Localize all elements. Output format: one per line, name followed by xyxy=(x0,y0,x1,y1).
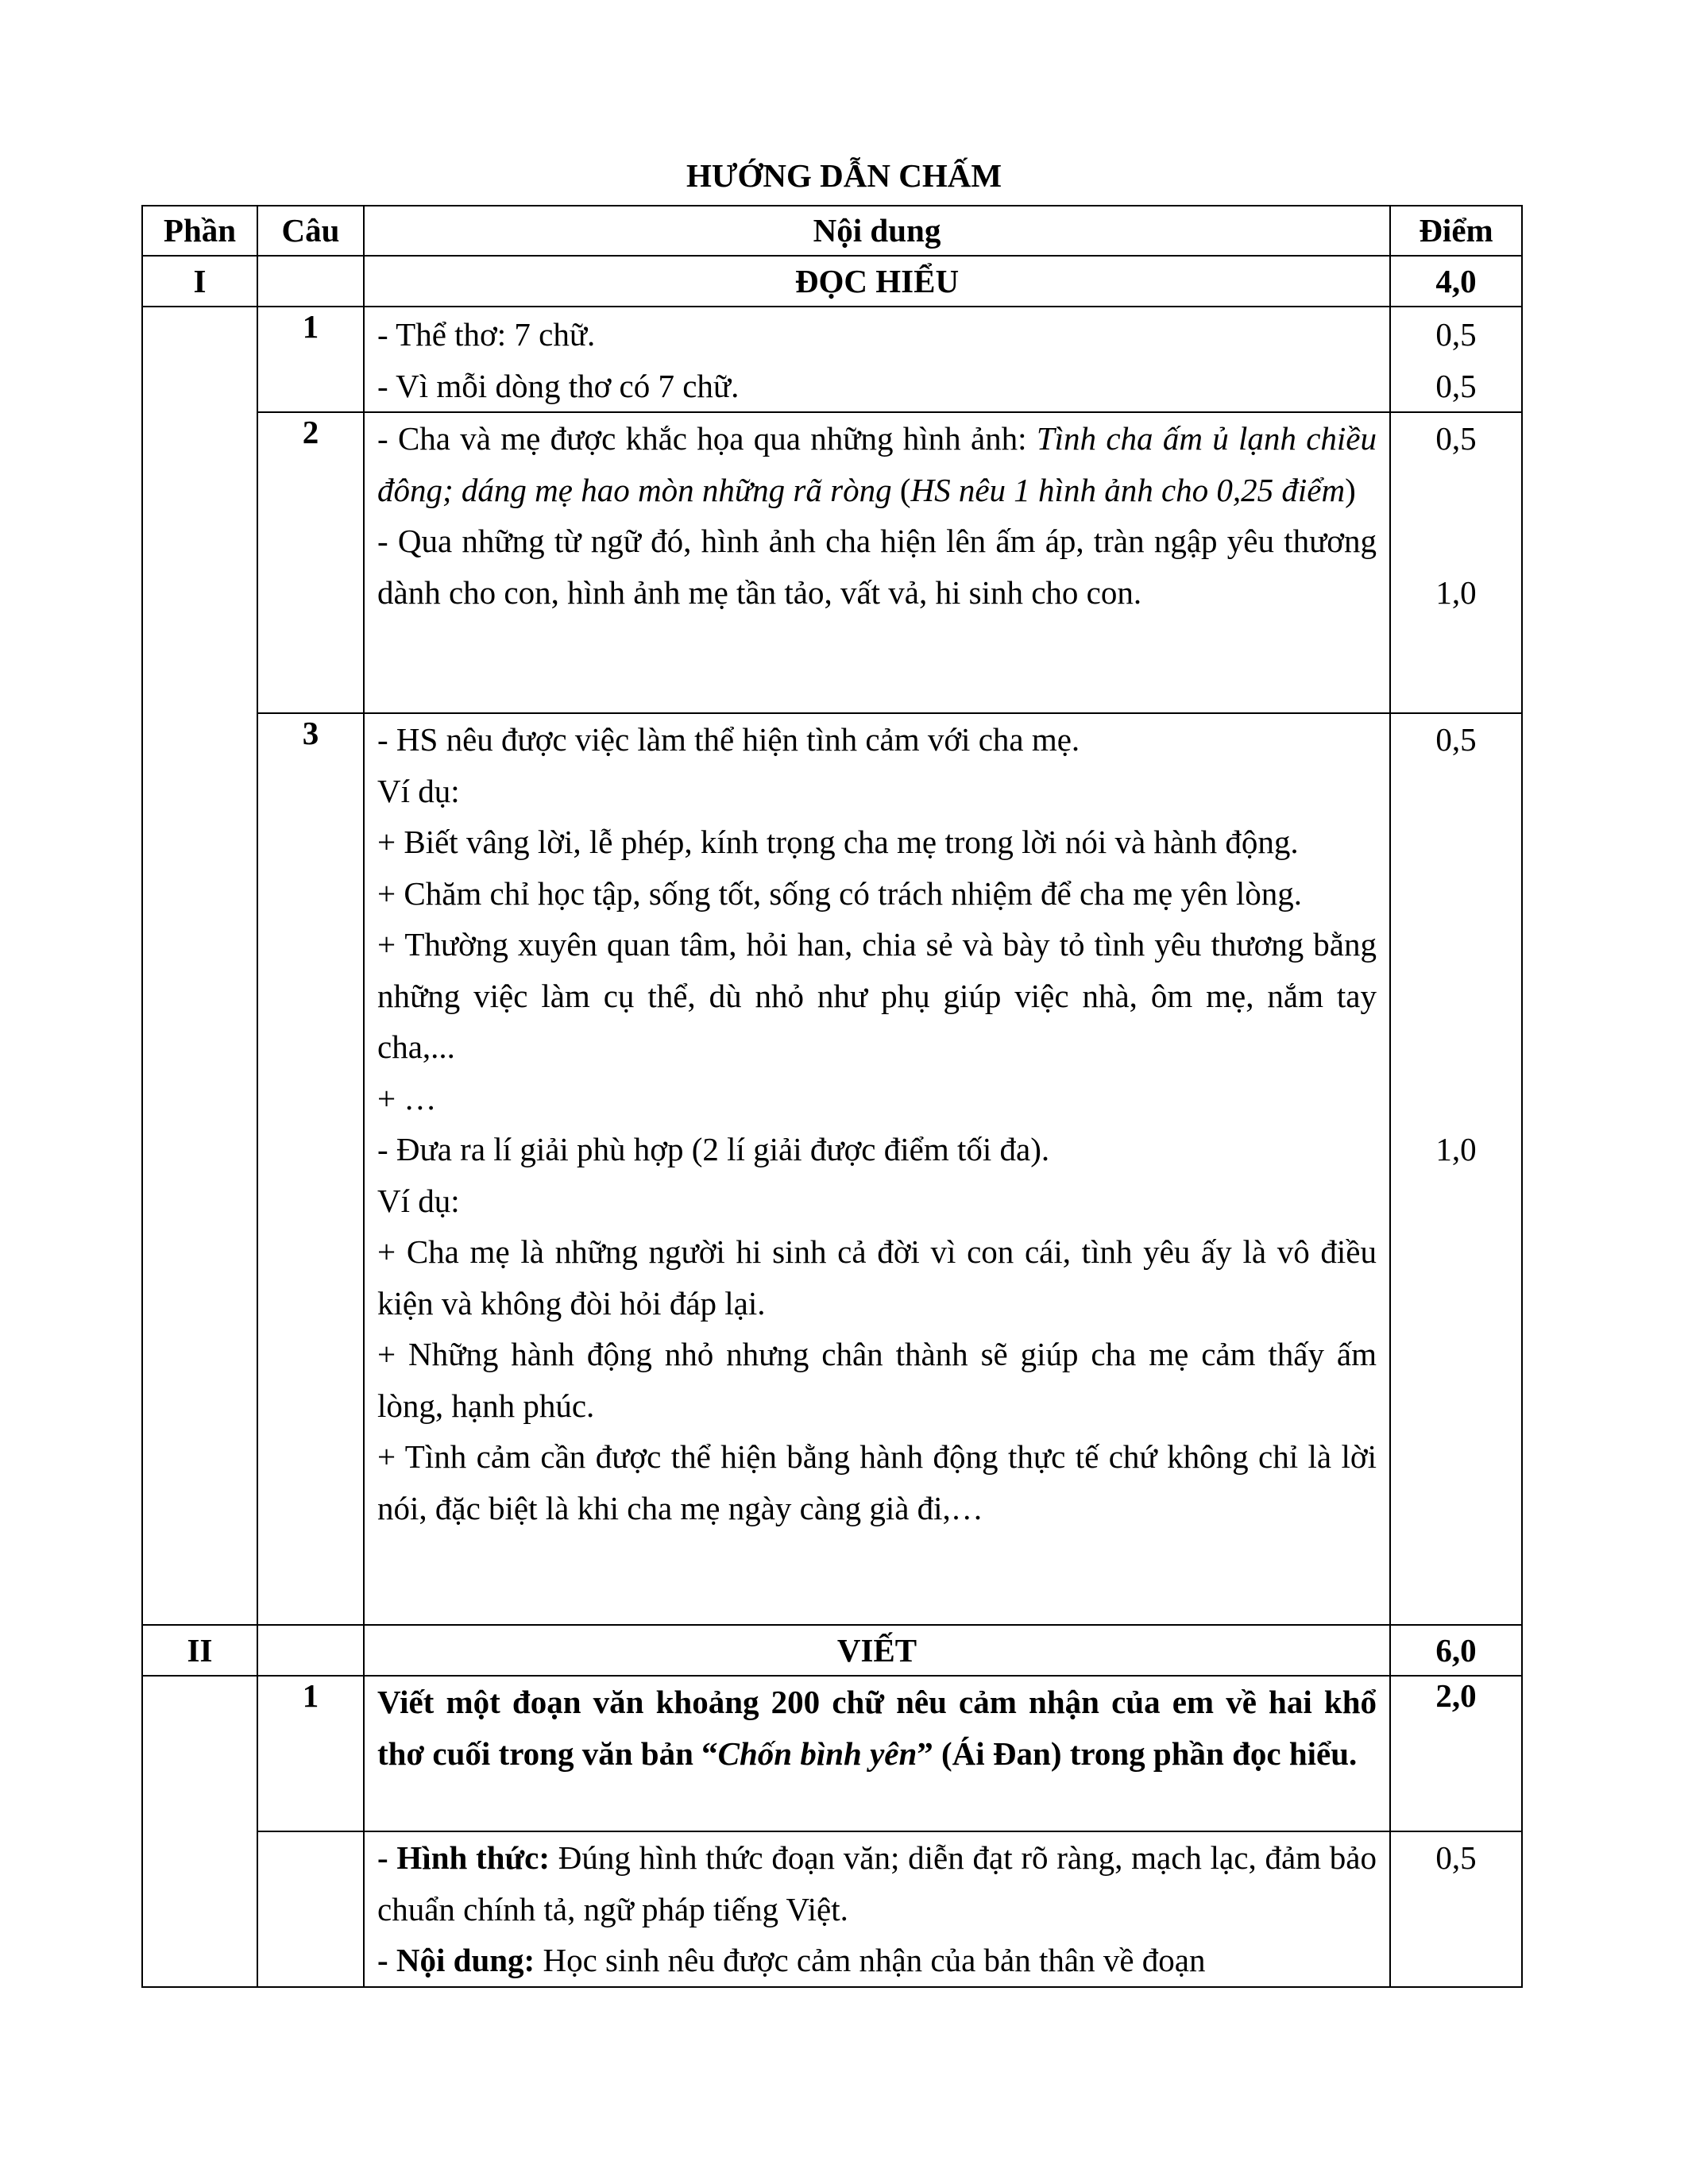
section-empty-cell xyxy=(257,256,364,307)
score-value: 0,5 xyxy=(1435,367,1477,404)
question-number: 3 xyxy=(257,713,364,1625)
section-empty-cell xyxy=(257,1625,364,1676)
task-title: Chốn bình yên xyxy=(717,1734,917,1772)
header-cau: Câu xyxy=(257,206,364,256)
answer-line: + Chăm chỉ học tập, sống tốt, sống có trách nhiệm để cha mẹ yên lòng. xyxy=(377,874,1303,912)
answer-line: + … xyxy=(377,1079,437,1117)
table-row xyxy=(142,307,1522,412)
question-empty-cell xyxy=(257,1831,364,1987)
answer-paragraph xyxy=(377,1832,1377,1935)
table-row xyxy=(142,412,1522,713)
answer-paragraph xyxy=(377,413,1377,515)
phan-empty-cell xyxy=(142,1676,257,1987)
section-score: 4,0 xyxy=(1390,256,1522,307)
answer-text: - Cha và mẹ được khắc họa qua những hình ảnh: xyxy=(377,420,1037,457)
score-value: 0,5 xyxy=(1435,721,1477,758)
score-cell xyxy=(1390,1831,1522,1987)
criteria-label: - Hình thức: xyxy=(377,1839,550,1876)
answer-quote: Tình cha ấm ủ lạnh chiều đông; dáng mẹ hao mòn những rã ròng xyxy=(377,420,1377,508)
answer-note: HS nêu 1 hình ảnh cho 0,25 điểm xyxy=(910,471,1346,508)
section-number: I xyxy=(142,256,257,307)
header-diem: Điểm xyxy=(1390,206,1522,256)
answer-line: + Cha mẹ là những người hi sinh cả đời vì con cái, tình yêu ấy là vô điều kiện và không đòi hỏi đáp lại. xyxy=(377,1233,1377,1322)
criteria-text: Học sinh nêu được cảm nhận của bản thân về đoạn xyxy=(535,1942,1206,1978)
answer-content xyxy=(364,713,1390,1625)
score-value: 0,5 xyxy=(1435,420,1477,457)
grading-table xyxy=(141,205,1523,1988)
score-cell xyxy=(1390,713,1522,1625)
answer-content xyxy=(364,307,1390,412)
table-row xyxy=(142,1676,1522,1831)
writing-task xyxy=(364,1676,1390,1831)
task-text: ” (Ái Đan) trong phần đọc hiểu. xyxy=(917,1734,1358,1772)
header-noidung: Nội dung xyxy=(364,206,1390,256)
score-value: 1,0 xyxy=(1435,1130,1477,1167)
answer-text: ) xyxy=(1345,471,1356,508)
criteria-label: - Nội dung: xyxy=(377,1942,535,1978)
answer-text: ( xyxy=(891,471,911,508)
score-value: 1,0 xyxy=(1435,573,1477,611)
section-number: II xyxy=(142,1625,257,1676)
answer-paragraph xyxy=(377,1935,1377,1986)
answer-line: + Thường xuyên quan tâm, hỏi han, chia sẻ và bày tỏ tình yêu thương bằng những việc làm cụ thể, dù nhỏ như phụ giúp việc nhà, ôm mẹ, nắm tay cha,... xyxy=(377,926,1377,1065)
question-number: 2 xyxy=(257,412,364,713)
answer-line: - Thể thơ: 7 chữ. xyxy=(377,316,596,353)
section-score: 6,0 xyxy=(1390,1625,1522,1676)
answer-content xyxy=(364,412,1390,713)
section-title: ĐỌC HIỂU xyxy=(364,256,1390,307)
answer-content xyxy=(364,1831,1390,1987)
question-number: 1 xyxy=(257,307,364,412)
score-value: 0,5 xyxy=(1435,1839,1477,1876)
answer-line: - HS nêu được việc làm thể hiện tình cảm với cha mẹ. xyxy=(377,721,1080,758)
answer-line: - Vì mỗi dòng thơ có 7 chữ. xyxy=(377,367,740,404)
section-title: VIẾT xyxy=(364,1625,1390,1676)
question-number: 1 xyxy=(257,1676,364,1831)
table-row xyxy=(142,1831,1522,1987)
answer-line: + Tình cảm cần được thể hiện bằng hành động thực tế chứ không chỉ là lời nói, đặc biệt là khi cha mẹ ngày càng già đi,… xyxy=(377,1438,1377,1526)
answer-line: Ví dụ: xyxy=(377,1182,460,1219)
table-row xyxy=(142,713,1522,1625)
score-value: 0,5 xyxy=(1435,316,1477,353)
score-cell xyxy=(1390,307,1522,412)
answer-paragraph: - Qua những từ ngữ đó, hình ảnh cha hiện lên ấm áp, tràn ngập yêu thương dành cho con, hình ảnh mẹ tần tảo, vất vả, hi sinh cho con. xyxy=(377,523,1377,611)
criteria-text: Đúng hình thức đoạn văn; diễn đạt rõ ràng, mạch lạc, đảm bảo chuẩn chính tả, ngữ pháp tiếng Việt. xyxy=(377,1839,1377,1927)
header-row xyxy=(142,206,1522,256)
score-cell: 2,0 xyxy=(1390,1676,1522,1831)
page-title: HƯỚNG DẪN CHẤM xyxy=(686,157,1002,194)
score-cell xyxy=(1390,412,1522,713)
section-row-doc-hieu xyxy=(142,256,1522,307)
header-phan: Phần xyxy=(142,206,257,256)
task-text: Viết một đoạn văn khoảng 200 chữ nêu cảm nhận của em về hai khổ thơ cuối trong văn bản “ xyxy=(377,1684,1377,1772)
answer-line: + Biết vâng lời, lễ phép, kính trọng cha mẹ trong lời nói và hành động. xyxy=(377,824,1299,860)
answer-line: Ví dụ: xyxy=(377,772,460,809)
answer-line: - Đưa ra lí giải phù hợp (2 lí giải được điểm tối đa). xyxy=(377,1131,1050,1167)
phan-empty-cell xyxy=(142,307,257,1625)
answer-line: + Những hành động nhỏ nhưng chân thành sẽ giúp cha mẹ cảm thấy ấm lòng, hạnh phúc. xyxy=(377,1336,1377,1424)
section-row-viet xyxy=(142,1625,1522,1676)
